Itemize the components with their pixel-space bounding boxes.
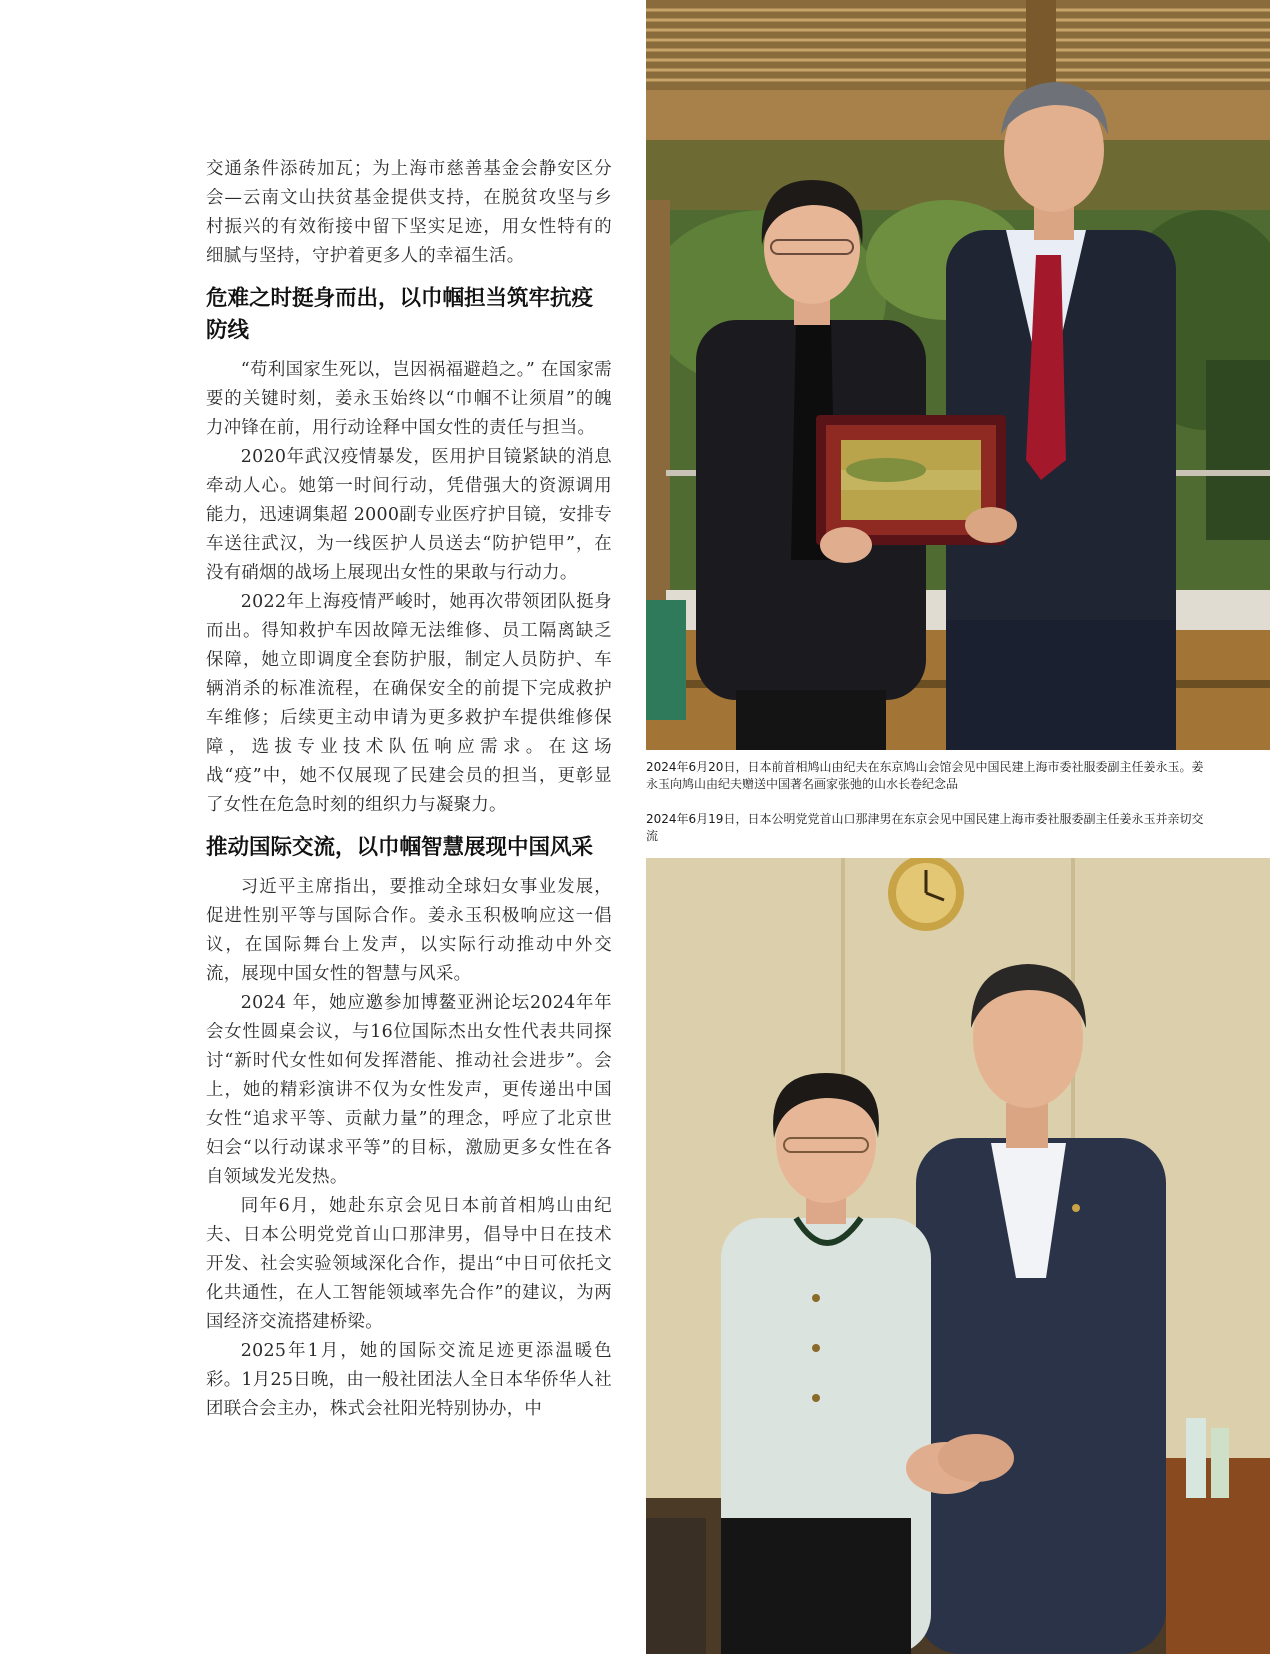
section-heading: 危难之时挺身而出，以巾帼担当筑牢抗疫防线 — [206, 286, 594, 343]
article-paragraph: 2020年武汉疫情暴发，医用护目镜紧缺的消息牵动人心。她第一时间行动，凭借强大的资源调用能力，迅速调集超 2000副专业医疗护目镜，安排专车送往武汉，为一线医护人员送去“防护铠甲”，在没有硝烟的战场上展现出女性的果敢与行动力。 — [206, 447, 612, 583]
photo-handshake — [646, 858, 1270, 1654]
article-paragraph: 2024 年，她应邀参加博鳌亚洲论坛2024年年会女性圆桌会议，与16位国际杰出女性代表共同探讨“新时代女性如何发挥潜能、推动社会进步”。会上，她的精彩演讲不仅为女性发声，更传递出中国女性“追求平等、贡献力量”的理念，呼应了北京世妇会“以行动谋求平等”的目标，激励更多女性在各自领域发光发热。 — [206, 993, 612, 1187]
section-heading: 推动国际交流，以巾帼智慧展现中国风采 — [206, 835, 594, 860]
article-paragraph: 2025年1月，她的国际交流足迹更添温暖色彩。1月25日晚，由一般社团法人全日本华侨华人社团联合会主办，株式会社阳光特别协办，中 — [206, 1341, 612, 1419]
photo-gift-presentation — [646, 0, 1270, 750]
article-text-column — [206, 155, 612, 1424]
photo-illustration — [646, 0, 1270, 750]
article-paragraph: 2022年上海疫情严峻时，她再次带领团队挺身而出。得知救护车因故障无法维修、员工隔离缺乏保障，她立即调度全套防护服，制定人员防护、车辆消杀的标准流程，在确保安全的前提下完成救护车维修；后续更主动申请为更多救护车提供维修保障，选拔专业技术队伍响应需求。在这场战“疫”中，她不仅展现了民建会员的担当，更彰显了女性在危急时刻的组织力与凝聚力。 — [206, 592, 612, 815]
photo-illustration — [646, 858, 1270, 1654]
photo-caption: 2024年6月19日，日本公明党党首山口那津男在东京会见中国民建上海市委社服委副主任姜永玉并亲切交流 — [646, 812, 1204, 843]
article-paragraph: 交通条件添砖加瓦；为上海市慈善基金会静安区分会—云南文山扶贫基金提供支持，在脱贫攻坚与乡村振兴的有效衔接中留下坚实足迹，用女性特有的细腻与坚持，守护着更多人的幸福生活。 — [206, 159, 612, 266]
photo-caption: 2024年6月20日，日本前首相鸠山由纪夫在东京鸠山会馆会见中国民建上海市委社服委副主任姜永玉。姜永玉向鸠山由纪夫赠送中国著名画家张弛的山水长卷纪念品 — [646, 760, 1204, 791]
article-paragraph: 习近平主席指出，要推动全球妇女事业发展，促进性别平等与国际合作。姜永玉积极响应这一倡议，在国际舞台上发声，以实际行动推动中外交流，展现中国女性的智慧与风采。 — [206, 877, 612, 984]
article-paragraph: 同年6月，她赴东京会见日本前首相鸠山由纪夫、日本公明党党首山口那津男，倡导中日在技术开发、社会实验领域深化合作，提出“中日可依托文化共通性，在人工智能领域率先合作”的建议，为两国经济交流搭建桥梁。 — [206, 1196, 612, 1332]
article-paragraph: “苟利国家生死以，岂因祸福避趋之。” 在国家需要的关键时刻，姜永玉始终以“巾帼不让须眉”的魄力冲锋在前，用行动诠释中国女性的责任与担当。 — [206, 360, 612, 438]
